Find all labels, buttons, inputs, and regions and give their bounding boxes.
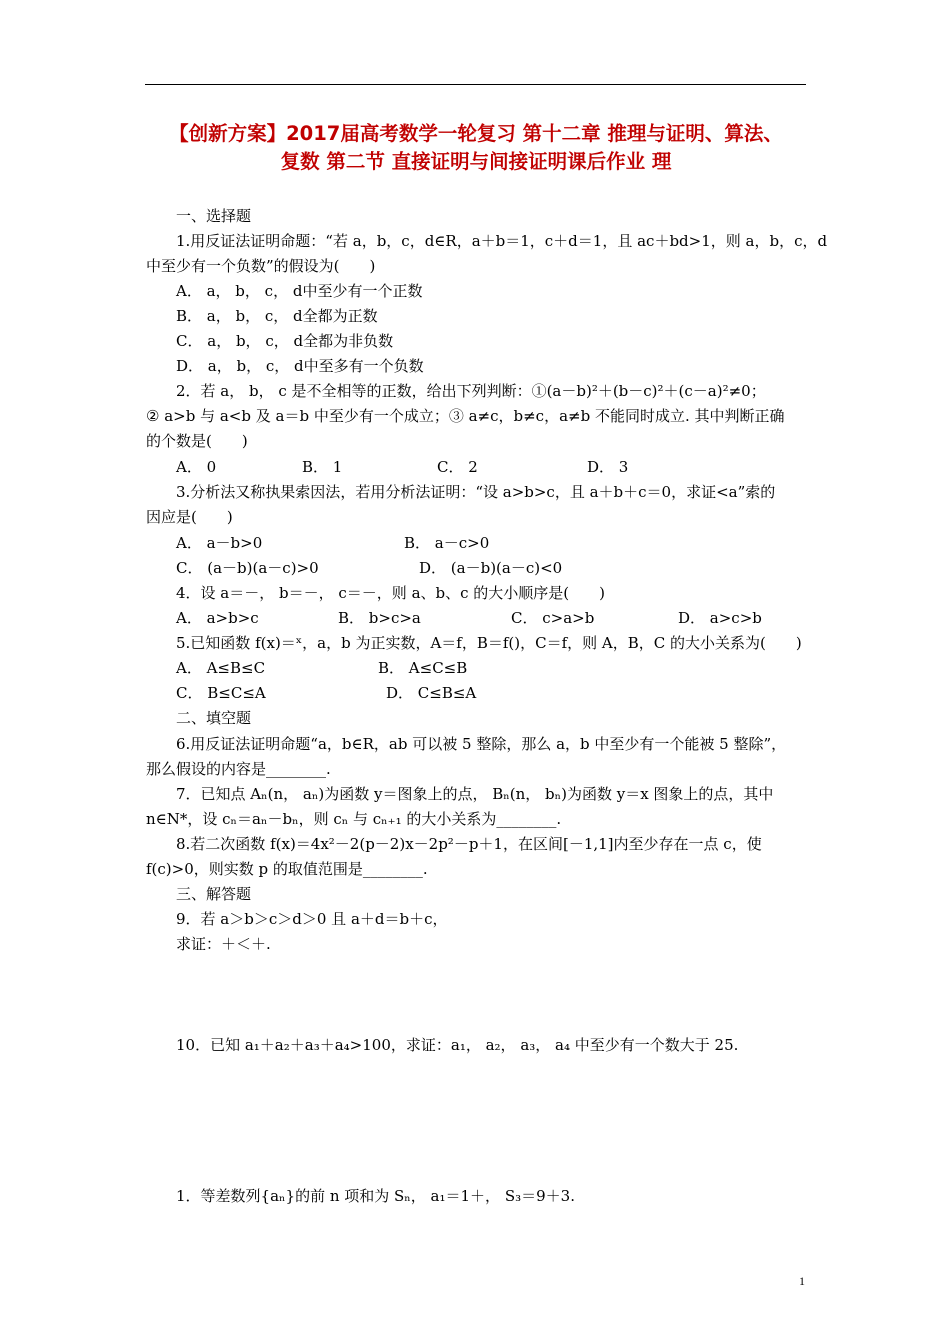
extra-question-line-1: 1．等差数列{aₙ}的前 n 项和为 Sₙ， a₁＝1＋， S₃＝9＋3. xyxy=(176,1187,575,1205)
question-3-option-c: C． (a－b)(a－c)>0 xyxy=(176,559,319,577)
question-5-option-d: D． C≤B≤A xyxy=(386,684,477,702)
question-3-line-2: 因应是( ) xyxy=(146,508,233,526)
question-5-option-a: A． A≤B≤C xyxy=(176,659,266,677)
question-9-line-2: 求证：＋＜＋. xyxy=(176,935,271,953)
question-2-line-1: 2．若 a， b， c 是不全相等的正数，给出下列判断：①(a－b)²＋(b－c)²＋(c－a)²≠0； xyxy=(176,382,766,400)
question-8-line-1: 8.若二次函数 f(x)＝4x²－2(p－2)x－2p²－p＋1，在区间[－1,1]内至少存在一点 c，使 xyxy=(176,835,762,853)
section-heading-fill: 二、填空题 xyxy=(176,709,252,727)
question-1-option-d: D． a， b， c， d中至多有一个负数 xyxy=(176,357,424,375)
question-2-line-2: ② a>b 与 a<b 及 a＝b 中至少有一个成立；③ a≠c，b≠c，a≠b 不能同时成立. 其中判断正确 xyxy=(146,407,785,425)
question-4-option-a: A． a>b>c xyxy=(176,609,259,627)
question-6-line-1: 6.用反证法证明命题“a，b∈R，ab 可以被 5 整除，那么 a，b 中至少有一个能被 5 整除”， xyxy=(176,735,787,753)
question-2-option-b: B． 1 xyxy=(302,458,343,476)
question-1-line-2: 中至少有一个负数”的假设为( ) xyxy=(146,257,376,275)
document-title xyxy=(140,120,812,176)
question-8-line-2: f(c)>0，则实数 p 的取值范围是________. xyxy=(146,860,428,878)
title-line-2: 复数 第二节 直接证明与间接证明课后作业 理 xyxy=(280,150,672,173)
question-4-option-d: D． a>c>b xyxy=(678,609,762,627)
question-4-option-c: C． c>a>b xyxy=(511,609,595,627)
question-4-option-b: B． b>c>a xyxy=(338,609,421,627)
question-1-option-c: C． a， b， c， d全都为非负数 xyxy=(176,332,394,350)
page-number: 1 xyxy=(799,1274,805,1288)
question-1-line-1: 1.用反证法证明命题：“若 a，b，c，d∈R，a＋b＝1，c＋d＝1，且 ac＋bd>1，则 a，b，c，d xyxy=(176,232,828,250)
question-9-line-1: 9．若 a＞b＞c＞d＞0 且 a＋d＝b＋c， xyxy=(176,910,448,928)
question-6-line-2: 那么假设的内容是________. xyxy=(146,760,331,778)
question-7-line-2: n∈N*，设 cₙ＝aₙ－bₙ，则 cₙ 与 cₙ₊₁ 的大小关系为________. xyxy=(146,810,562,828)
question-3-option-b: B． a－c>0 xyxy=(404,534,490,552)
title-line-1: 【创新方案】2017届高考数学一轮复习 第十二章 推理与证明、算法、 xyxy=(169,122,783,145)
header-rule xyxy=(145,84,806,85)
question-2-option-a: A． 0 xyxy=(176,458,217,476)
section-heading-answer: 三、解答题 xyxy=(176,885,252,903)
question-3-line-1: 3.分析法又称执果索因法，若用分析法证明：“设 a>b>c，且 a＋b＋c＝0，求证<a”索的 xyxy=(176,483,776,501)
question-5-option-c: C． B≤C≤A xyxy=(176,684,266,702)
question-1-option-a: A． a， b， c， d中至少有一个正数 xyxy=(176,282,423,300)
question-2-option-d: D． 3 xyxy=(587,458,629,476)
question-2-option-c: C． 2 xyxy=(437,458,478,476)
question-5-option-b: B． A≤C≤B xyxy=(378,659,468,677)
section-heading-choice: 一、选择题 xyxy=(176,207,252,225)
question-5-line-1: 5.已知函数 f(x)＝ˣ，a，b 为正实数，A＝f，B＝f()，C＝f，则 A，B，C 的大小关系为( ) xyxy=(176,634,802,652)
question-2-line-3: 的个数是( ) xyxy=(146,432,248,450)
question-3-option-a: A． a－b>0 xyxy=(176,534,263,552)
question-3-option-d: D． (a－b)(a－c)<0 xyxy=(419,559,563,577)
question-7-line-1: 7．已知点 Aₙ(n， aₙ)为函数 y＝图象上的点， Bₙ(n， bₙ)为函数 y＝x 图象上的点，其中 xyxy=(176,785,774,803)
question-10-line-1: 10．已知 a₁＋a₂＋a₃＋a₄>100，求证：a₁， a₂， a₃， a₄ 中至少有一个数大于 25. xyxy=(176,1036,739,1054)
question-4-line-1: 4．设 a＝－， b＝－， c＝－，则 a、b、c 的大小顺序是( ) xyxy=(176,584,605,602)
question-1-option-b: B． a， b， c， d全都为正数 xyxy=(176,307,378,325)
